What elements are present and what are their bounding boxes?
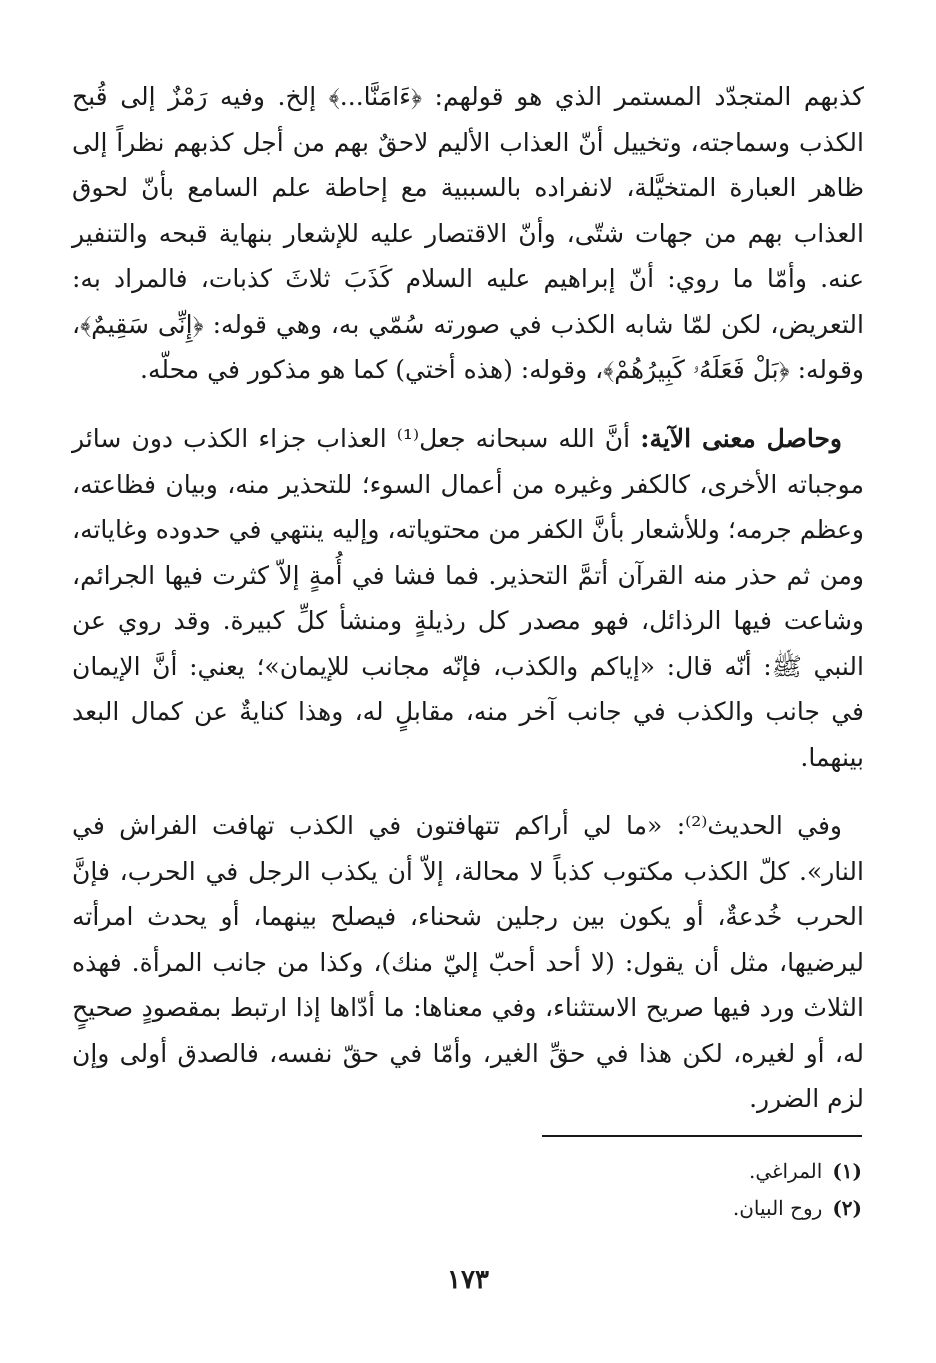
paragraph-1 [72, 74, 864, 393]
footnote-text: روح البيان. [732, 1196, 823, 1220]
footnote-number: (١) [832, 1159, 862, 1183]
footnote-item [262, 1190, 862, 1227]
footnotes-list [262, 1153, 862, 1227]
paragraph-2-heading: وحاصل معنى الآية: [640, 424, 842, 453]
paragraph-2 [72, 416, 864, 780]
paragraph-3-text: وفي الحديث⁽²⁾: «ما لي أراكم تتهافتون في الكذب تهافت الفراش في النار». كلّ الكذب مكتوب كذباً لا محالة، إلاّ أن يكذب الرجل في الحرب، فإنَّ الحرب خُدعةٌ، أو يكون بين رجلين شحناء، فيصلح بينهما، أو يحدث امرأته ليرضيها، مثل أن يقول: (لا أحد أحبّ إليّ منك)، وكذا من جانب المرأة. فهذه الثلاث ورد فيها صريح الاستثناء، وفي معناها: ما أدّاها إذا ارتبط بمقصودٍ صحيحٍ له، أو لغيره، لكن هذا في حقِّ الغير، وأمّا في حقّ نفسه، فالصدق أولى وإن لزم الضرر. [72, 811, 864, 1113]
paragraph-1-text: كذبهم المتجدّد المستمر الذي هو قولهم: ﴿ءَامَنَّا...﴾ إلخ. وفيه رَمْزٌ إلى قُبح الكذب وسماجته، وتخييل أنّ العذاب الأليم لاحقٌ بهم من أجل كذبهم نظراً إلى ظاهر العبارة المتخيَّلة، لانفراده بالسببية مع إحاطة علم السامع بأنّ لحوق العذاب بهم من جهات شتّى، وأنّ الاقتصار عليه للإشعار بنهاية قبحه والتنفير عنه. وأمّا ما روي: أنّ إبراهيم عليه السلام كَذَبَ ثلاثَ كذبات، فالمراد به: التعريض، لكن لمّا شابه الكذب في صورته سُمّي به، وهي قوله: ﴿إِنِّى سَقِيمٌ﴾، وقوله: ﴿بَلْ فَعَلَهُۥ كَبِيرُهُمْ﴾، وقوله: (هذه أختي) كما هو مذكور في محلّه. [72, 82, 864, 384]
footnote-text: المراغي. [749, 1159, 823, 1183]
footnote-number: (٢) [832, 1196, 862, 1220]
paragraph-3 [72, 803, 864, 1122]
footnote-item [262, 1153, 862, 1190]
footnote-separator [542, 1135, 862, 1137]
paragraph-2-text: أنَّ الله سبحانه جعل⁽¹⁾ العذاب جزاء الكذب دون سائر موجباته الأخرى، كالكفر وغيره من أعمال السوء؛ للتحذير منه، وبيان فظاعته، وعظم جرمه؛ وللأشعار بأنَّ الكفر من محتوياته، وإليه ينتهي في حدوده وغاياته، ومن ثم حذر منه القرآن أتمَّ التحذير. فما فشا في أُمةٍ إلاّ كثرت فيها الجرائم، وشاعت فيها الرذائل، فهو مصدر كل رذيلةٍ ومنشأ كلِّ كبيرة. وقد روي عن النبي ﷺ: أنّه قال: «إياكم والكذب، فإنّه مجانب للإيمان»؛ يعني: أنَّ الإيمان في جانب والكذب في جانب آخر منه، مقابلٍ له، وهذا كنايةٌ عن كمال البعد بينهما. [72, 424, 864, 772]
page-number: ١٧٣ [447, 1265, 489, 1295]
